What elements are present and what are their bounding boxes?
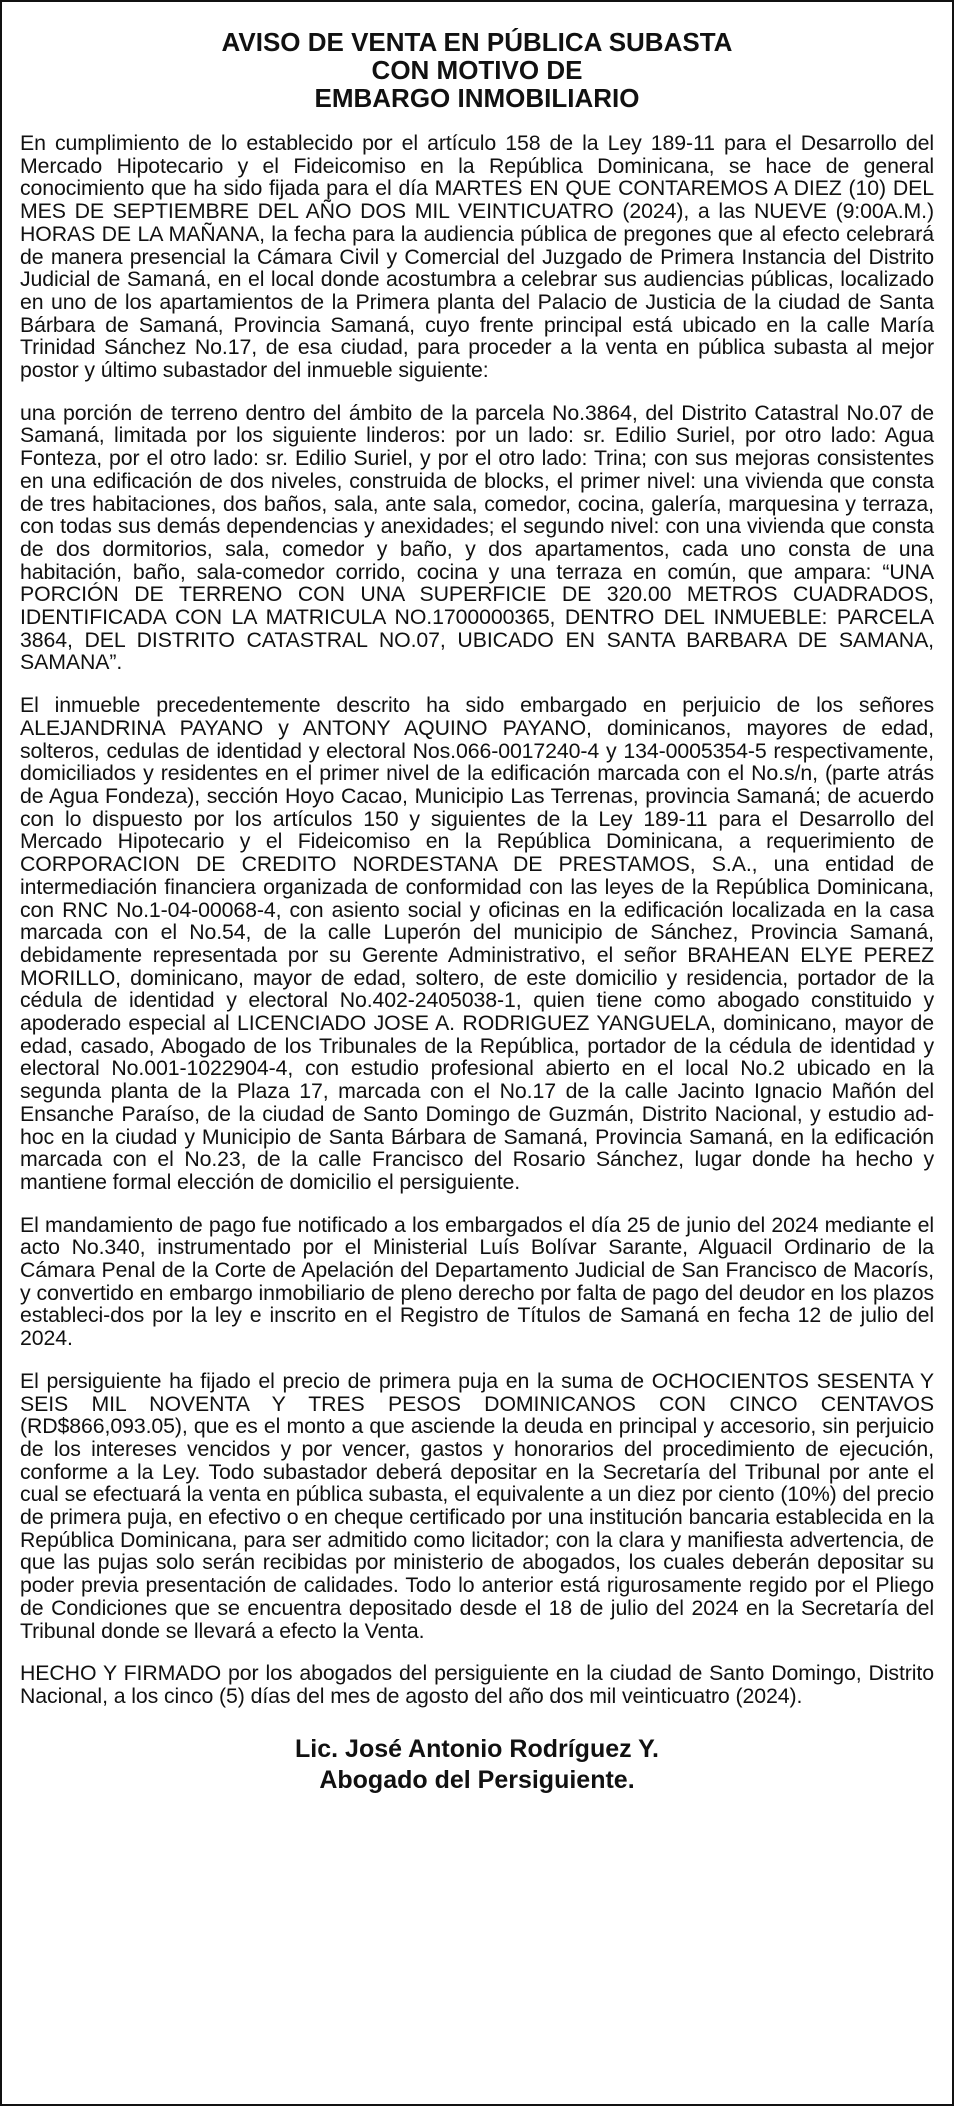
title-line-1: AVISO DE VENTA EN PÚBLICA SUBASTA <box>221 27 733 57</box>
title-line-3: EMBARGO INMOBILIARIO <box>314 83 640 113</box>
notice-body <box>20 132 934 1708</box>
paragraph-signed: HECHO Y FIRMADO por los abogados del persiguiente en la ciudad de Santo Domingo, Distrito Nacional, a los cinco (5) días del mes de agosto del año dos mil veinticuatro (2024). <box>20 1661 934 1708</box>
signature-role: Abogado del Persiguiente. <box>319 1765 635 1794</box>
paragraph-hearing-date: En cumplimiento de lo establecido por el artículo 158 de la Ley 189-11 para el Desarrollo del Mercado Hipotecario y el Fideicomiso en la República Dominicana, se hace de general conocimiento que ha sido fijada para el día MARTES EN QUE CONTAREMOS A DIEZ (10) DEL MES DE SEPTIEMBRE DEL AÑO DOS MIL VEINTICUATRO (2024), a las NUEVE (9:00A.M.) HORAS DE LA MAÑANA, la fecha para la audiencia pública de pregones que al efecto celebrará de manera presencial la Cámara Civil y Comercial del Juzgado de Primera Instancia del Distrito Judicial de Samaná, en el local donde acostumbra a celebrar sus audiencias públicas, localizado en uno de los apartamientos de la Primera planta del Palacio de Justicia de la ciudad de Santa Bárbara de Samaná, Provincia Samaná, cuyo frente principal está ubicado en la calle María Trinidad Sánchez No.17, de esa ciudad, para proceder a la venta en pública subasta al mejor postor y último subastador del inmueble siguiente: <box>20 131 934 383</box>
paragraph-property-description: una porción de terreno dentro del ámbito de la parcela No.3864, del Distrito Catastral No.07 de Samaná, limitada por los siguiente linderos: por un lado: sr. Edilio Suriel, por otro lado: Agua Fonteza, por el otro lado: sr. Edilio Suriel, y por el otro lado: Trina; con sus mejoras consistentes en una edificación de dos niveles, construida de blocks, el primer nivel: una vivienda que consta de tres habitaciones, dos baños, sala, ante sala, comedor, cocina, galería, marquesina y terraza, con todas sus demás dependencias y anexidades; el segundo nivel: con una vivienda que consta de dos dormitorios, sala, comedor y baño, y dos apartamentos, cada uno consta de una habitación, baño, sala-comedor corrido, cocina y una terraza en común, que ampara: “UNA PORCIÓN DE TERRENO CON UNA SUPERFICIE DE 320.00 METROS CUADRADOS, IDENTIFICADA CON LA MATRICULA NO.1700000365, DENTRO DEL INMUEBLE: PARCELA 3864, DEL DISTRITO CATASTRAL NO.07, UBICADO EN SANTA BARBARA DE SAMANA, SAMANA”. <box>20 400 934 675</box>
title-line-2: CON MOTIVO DE <box>371 55 583 85</box>
paragraph-first-bid-price: El persiguiente ha fijado el precio de primera puja en la suma de OCHOCIENTOS SESENTA Y SEIS MIL NOVENTA Y TRES PESOS DOMINICANOS CON CINCO CENTAVOS (RD$866,093.05), que es el monto a que asciende la deuda en principal y accesorio, sin perjuicio de los intereses vencidos y por vencer, gastos y honorarios del procedimiento de ejecución, conforme a la Ley. Todo subastador deberá depositar en la Secretaría del Tribunal por ante el cual se efectuará la venta en pública subasta, el equivalente a un diez por ciento (10%) del precio de primera puja, en efectivo o en cheque certificado por una institución bancaria establecida en la República Dominicana, para ser admitido como licitador; con la clara y manifiesta advertencia, de que las pujas solo serán recibidas por ministerio de abogados, los cuales deberán depositar su poder previa presentación de calidades. Todo lo anterior está rigurosamente regido por el Pliego de Condiciones que se encuentra depositado desde el 18 de julio del 2024 en la Secretaría del Tribunal donde se llevará a efecto la Venta. <box>20 1368 934 1643</box>
signature-name: Lic. José Antonio Rodríguez Y. <box>295 1734 659 1763</box>
paragraph-payment-order: El mandamiento de pago fue notificado a los embargados el día 25 de junio del 2024 mediante el acto No.340, instrumentado por el Ministerial Luís Bolívar Sarante, Alguacil Ordinario de la Cámara Penal de la Corte de Apelación del Departamento Judicial de San Francisco de Macorís, y convertido en embargo inmobiliario de pleno derecho por falta de pago del deudor en los plazos estableci-dos por la ley e inscrito en el Registro de Títulos de Samaná en fecha 12 de julio del 2024. <box>20 1212 934 1351</box>
paragraph-seizure-parties: El inmueble precedentemente descrito ha sido embargado en perjuicio de los señores ALEJANDRINA PAYANO y ANTONY AQUINO PAYANO, dominicanos, mayores de edad, solteros, cedulas de identidad y electoral Nos.066-0017240-4 y 134-0005354-5 respectivamente, domiciliados y residentes en el primer nivel de la edificación marcada con el No.s/n, (parte atrás de Agua Fondeza), sección Hoyo Cacao, Municipio Las Terrenas, provincia Samaná; de acuerdo con lo dispuesto por los artículos 150 y siguientes de la Ley 189-11 para el Desarrollo del Mercado Hipotecario y el Fideicomiso en la República Dominicana, a requerimiento de CORPORACION DE CREDITO NORDESTANA DE PRESTAMOS, S.A., una entidad de intermediación financiera organizada de conformidad con las leyes de la República Dominicana, con RNC No.1-04-00068-4, con asiento social y oficinas en la edificación localizada en la casa marcada con el No.54, de la calle Luperón del municipio de Sánchez, Provincia Samaná, debidamente representada por su Gerente Administrativo, el señor BRAHEAN ELYE PEREZ MORILLO, dominicano, mayor de edad, soltero, de este domicilio y residencia, portador de la cédula de identidad y electoral No.402-2405038-1, quien tiene como abogado constituido y apoderado especial al LICENCIADO JOSE A. RODRIGUEZ YANGUELA, dominicano, mayor de edad, casado, Abogado de los Tribunales de la República, portador de la cédula de identidad y electoral No.001-1022904-4, con estudio profesional abierto en el local No.2 ubicado en la segunda planta de la Plaza 17, marcada con el No.17 de la calle Jacinto Ignacio Mañón del Ensanche Paraíso, de la ciudad de Santo Domingo de Guzmán, Distrito Nacional, y estudio ad-hoc en la ciudad y Municipio de Santa Bárbara de Samaná, Provincia Samaná, en la edificación marcada con el No.23, de la calle Francisco del Rosario Sánchez, lugar donde ha hecho y mantiene formal elección de domicilio el persiguiente. <box>20 693 934 1194</box>
signature-block <box>20 1734 934 1796</box>
notice-title <box>20 28 934 112</box>
